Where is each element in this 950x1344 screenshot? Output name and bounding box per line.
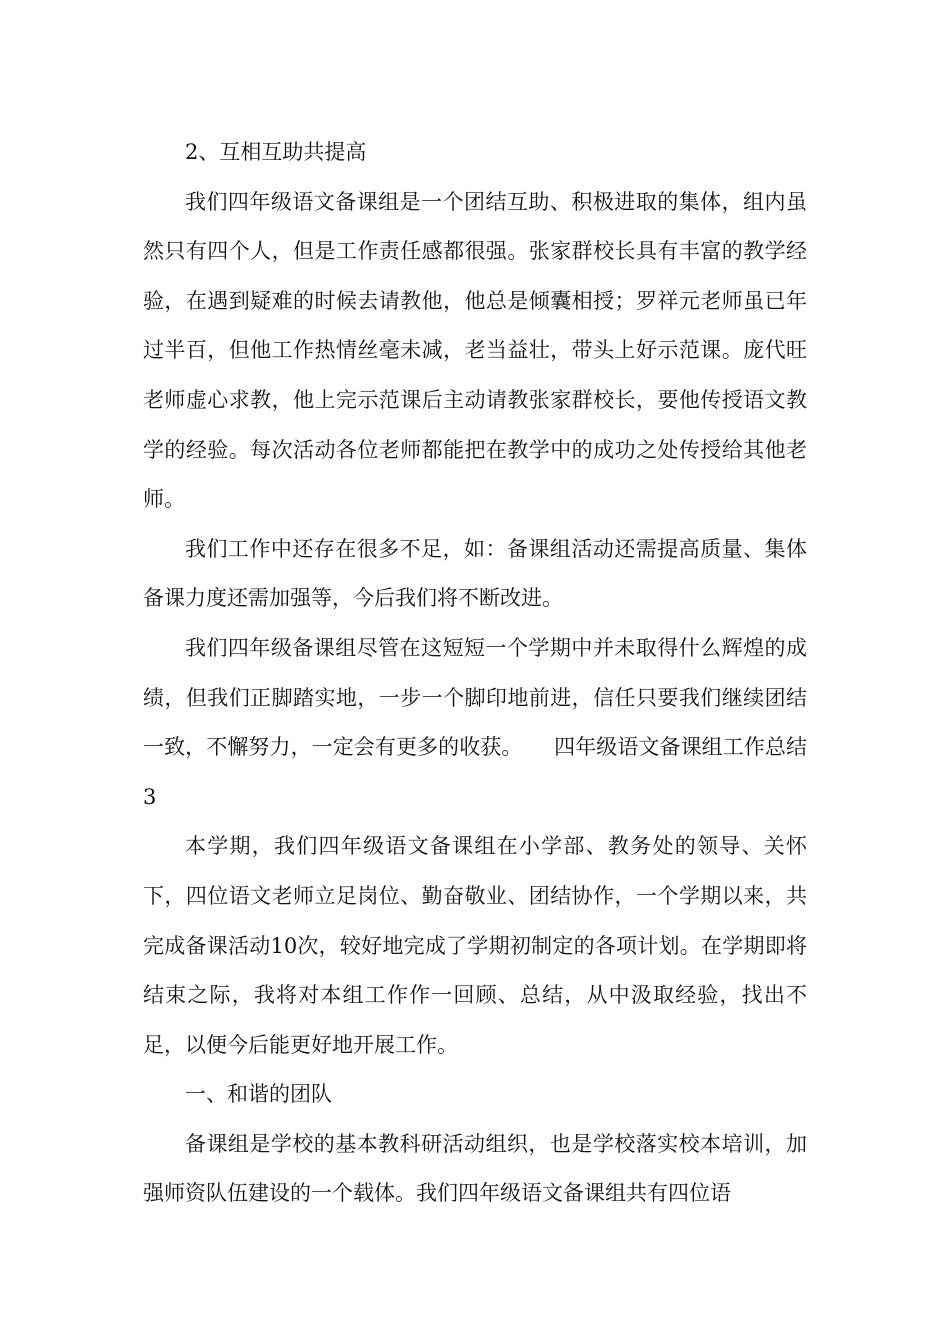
document-body [143,128,807,1219]
paragraph-prep-group-role: 备课组是学校的基本教科研活动组织，也是学校落实校本培训，加强师资队伍建设的一个载体。我们四年级语文备课组共有四位语 [143,1131,807,1206]
paragraph-team-description: 我们四年级语文备课组是一个团结互助、积极进取的集体，组内虽然只有四个人，但是工作责任感都很强。张家群校长具有丰富的教学经验，在遇到疑难的时候去请教他，他总是倾囊相授；罗祥元老师虽已年过半百，但他工作热情丝毫未减，老当益壮，带头上好示范课。庞代旺老师虚心求教，他上完示范课后主动请教张家群校长，要他传授语文教学的经验。每次活动各位老师都能把在教学中的成功之处传授给其他老师。 [143,189,807,512]
paragraph-shortcomings: 我们工作中还存在很多不足，如：备课组活动还需提高质量、集体备课力度还需加强等，今后我们将不断改进。 [143,536,807,611]
section-heading-mutual-help: 2、互相互助共提高 [185,140,367,164]
paragraph-conclusion: 我们四年级备课组尽管在这短短一个学期中并未取得什么辉煌的成绩，但我们正脚踏实地，一步一个脚印地前进，信任只要我们继续团结一致，不懈努力，一定会有更多的收获。 四年级语文备课组工作总结3 [143,635,807,809]
section-heading-harmonious-team: 一、和谐的团队 [185,1082,332,1107]
paragraph-semester-summary: 本学期，我们四年级语文备课组在小学部、教务处的领导、关怀下，四位语文老师立足岗位、勤奋敬业、团结协作，一个学期以来，共完成备课活动10次，较好地完成了学期初制定的各项计划。在学期即将结束之际，我将对本组工作作一回顾、总结，从中汲取经验，找出不足，以便今后能更好地开展工作。 [143,834,807,1057]
